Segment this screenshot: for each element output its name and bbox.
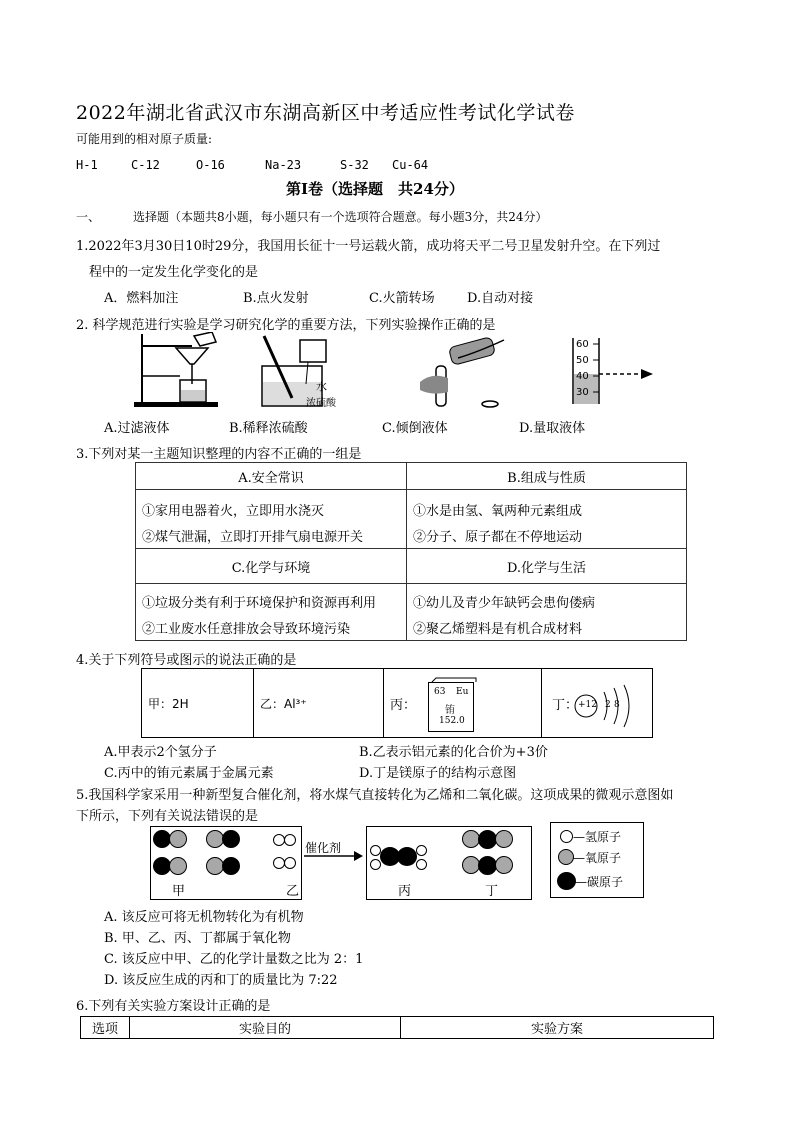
mass-o: O-16 — [196, 158, 225, 172]
legend-hydrogen: —氢原子 — [573, 830, 622, 844]
page-title: 2022年湖北省武汉市东湖高新区中考适应性考试化学试卷 — [76, 102, 575, 124]
mass-na: Na-23 — [265, 158, 302, 172]
table-cell: ①幼儿及青少年缺钙会患佝偻病 — [407, 584, 687, 615]
label-bing: 丙 — [398, 884, 412, 899]
atom-shell-2: 8 — [614, 700, 620, 710]
q5-option-c: C. 该反应中甲、乙的化学计量数之比为 2：1 — [104, 952, 364, 967]
table-row — [81, 1017, 714, 1039]
section-text: 选择题（本题共8小题，每小题只有一个选项符合题意。每小题3分，共24分） — [133, 210, 548, 224]
table-row — [136, 614, 687, 641]
carbon-legend-icon — [557, 872, 576, 890]
q3-knowledge-table — [135, 462, 687, 641]
element-tile — [428, 682, 474, 732]
jia-cell — [142, 669, 254, 738]
table-header-option: 选项 — [81, 1017, 130, 1039]
table-cell: A.安全常识 — [136, 463, 407, 490]
table-cell: ①家用电器着火，立即用水浇灭 — [136, 490, 407, 523]
jia-text: 甲：2H — [148, 696, 189, 711]
label-yi: 乙 — [286, 884, 300, 899]
table-header-plan: 实验方案 — [401, 1017, 714, 1039]
atom-nucleus: +12 — [578, 700, 597, 710]
table-cell: ①水是由氢、氧两种元素组成 — [407, 490, 687, 523]
carbon-atom — [222, 857, 240, 875]
table-cell: ②工业废水任意排放会导致环境污染 — [136, 614, 407, 641]
element-number: 63 — [434, 687, 446, 697]
q5-line1: 5.我国科学家采用一种新型复合催化剂，将水煤气直接转化为乙烯和二氧化碳。这项成果的微观示意图如 — [76, 788, 674, 803]
q4-option-b: B.乙表示铝元素的化合价为+3价 — [359, 745, 548, 760]
table-cell: ②分子、原子都在不停地运动 — [407, 522, 687, 549]
table-cell: D.化学与生活 — [407, 549, 687, 584]
label-jia: 甲 — [172, 884, 186, 899]
table-cell: B.组成与性质 — [407, 463, 687, 490]
mass-h: H-1 — [76, 158, 98, 172]
q4-option-d: D.丁是镁原子的结构示意图 — [359, 766, 517, 781]
table-row — [136, 584, 687, 615]
element-symbol: Eu — [456, 687, 469, 697]
water-label: 水 — [316, 380, 327, 393]
ding-text: 丁： — [552, 697, 579, 713]
table-cell: C.化学与环境 — [136, 549, 407, 584]
legend-carbon: —碳原子 — [575, 875, 624, 889]
q5-option-d: D. 该反应生成的丙和丁的质量比为 7:22 — [104, 973, 338, 988]
q4-option-c: C.丙中的铕元素属于金属元素 — [104, 766, 274, 781]
acid-label: 浓硫酸 — [306, 398, 336, 409]
atom-shell-1: 2 — [605, 700, 611, 710]
table-row — [136, 463, 687, 490]
table-cell: ②聚乙烯塑料是有机合成材料 — [407, 614, 687, 641]
element-tile-depth — [430, 676, 480, 686]
table-row — [136, 549, 687, 584]
bing-text: 丙： — [390, 697, 417, 713]
q2-stem: 2. 科学规范进行实验是学习研究化学的重要方法，下列实验操作正确的是 — [76, 318, 496, 333]
hydrogen-atom — [416, 845, 427, 856]
oxygen-atom — [169, 857, 187, 875]
mass-cu: Cu-64 — [392, 158, 429, 172]
yi-cell — [254, 669, 384, 738]
table-row — [136, 490, 687, 523]
cyl-tick-60: 60 — [576, 339, 589, 350]
table-cell: ①垃圾分类有利于环境保护和资源再利用 — [136, 584, 407, 615]
carbon-atom — [222, 830, 240, 848]
cyl-tick-40: 40 — [576, 371, 589, 382]
table-header-purpose: 实验目的 — [130, 1017, 401, 1039]
hydrogen-legend-icon — [560, 830, 573, 843]
hydrogen-atom — [370, 859, 381, 870]
q1-option-b: B.点火发射 — [243, 291, 309, 306]
part-title: 第Ⅰ卷（选择题 共24分） — [286, 180, 464, 198]
catalyst-label: 催化剂 — [305, 841, 342, 855]
q1-line2: 程中的一定发生化学变化的是 — [89, 265, 259, 280]
table-row — [136, 522, 687, 549]
q6-table — [80, 1016, 714, 1039]
hydrogen-atom — [284, 834, 296, 846]
q4-stem: 4.关于下列符号或图示的说法正确的是 — [76, 653, 297, 668]
q5-option-a: A. 该反应可将无机物转化为有机物 — [104, 910, 304, 925]
mass-header: 可能用到的相对原子质量: — [76, 132, 213, 146]
oxygen-atom — [495, 856, 513, 874]
q3-stem: 3.下列对某一主题知识整理的内容不正确的一组是 — [76, 447, 362, 462]
cyl-tick-30: 30 — [576, 387, 589, 398]
element-name: 铕 — [445, 705, 455, 716]
q4-option-a: A.甲表示2个氢分子 — [104, 745, 217, 760]
q1-option-c: C.火箭转场 — [369, 291, 435, 306]
cyl-tick-50: 50 — [576, 355, 589, 366]
q2-option-a: A.过滤液体 — [104, 421, 170, 436]
q6-stem: 6.下列有关实验方案设计正确的是 — [76, 999, 271, 1014]
q1-line1: 1.2022年3月30日10时29分，我国用长征十一号运载火箭，成功将天平二号卫星发射升空。在下列过 — [76, 239, 661, 254]
q5-option-b: B. 甲、乙、丙、丁都属于氧化物 — [104, 931, 291, 946]
hydrogen-atom — [284, 857, 296, 869]
mass-s: S-32 — [340, 158, 369, 172]
pouring-illustration — [418, 332, 508, 410]
legend-oxygen: —氧原子 — [573, 851, 622, 865]
reaction-arrow — [302, 850, 364, 862]
q2-option-b: B.稀释浓硫酸 — [229, 421, 308, 436]
oxygen-legend-icon — [558, 849, 574, 865]
section-num: 一、 — [76, 210, 101, 224]
mass-c: C-12 — [131, 158, 160, 172]
yi-text: 乙：Al³⁺ — [260, 696, 307, 711]
oxygen-atom — [495, 830, 513, 848]
oxygen-atom — [169, 830, 187, 848]
carbon-atom — [397, 847, 417, 866]
q1-option-a: A．燃料加注 — [104, 291, 179, 306]
filtration-illustration — [130, 332, 220, 410]
element-mass: 152.0 — [439, 716, 465, 726]
hydrogen-atom — [416, 859, 427, 870]
q1-option-d: D.自动对接 — [467, 291, 534, 306]
q2-option-c: C.倾倒液体 — [382, 421, 448, 436]
table-cell: ②煤气泄漏，立即打开排气扇电源开关 — [136, 522, 407, 549]
q5-line2: 下所示，下列有关说法错误的是 — [76, 809, 259, 824]
label-ding: 丁 — [485, 884, 499, 899]
q2-option-d: D.量取液体 — [519, 421, 586, 436]
